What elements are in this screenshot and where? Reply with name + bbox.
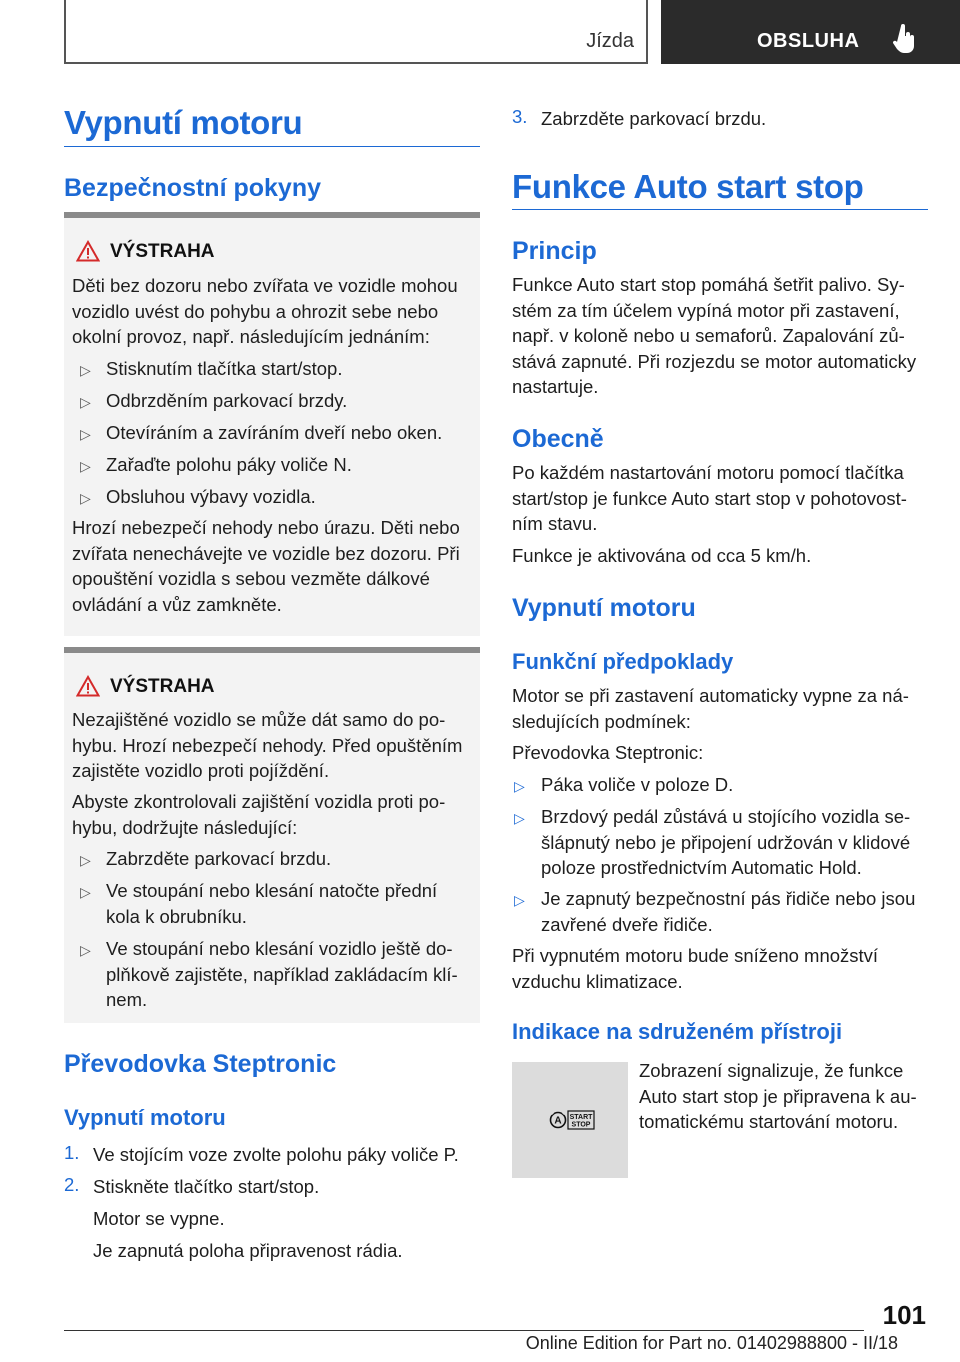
obecne-text [512, 460, 932, 537]
text-line: Po každém nastartování motoru pomocí tlačítka [512, 462, 904, 483]
text-line: Ve stoupání nebo klesání natočte přední [106, 880, 438, 901]
warning-1-title: VÝSTRAHA [110, 241, 215, 262]
bullet-icon: ▷ [80, 458, 91, 474]
text-line: vozidlo uvést do pohybu a ohrozit sebe nebo [72, 300, 439, 322]
text-line: Motor se při zastavení automaticky vypne za ná- [512, 685, 909, 706]
warning-triangle-icon [76, 675, 100, 697]
indicator-label-start: START [569, 1114, 593, 1121]
klima-text [512, 943, 932, 994]
list-item: Zabrzděte parkovací brzdu. [106, 848, 332, 869]
text-line: Brzdový pedál zůstává u stojícího vozidla se- [541, 806, 911, 827]
text-line: nem. [106, 989, 148, 1010]
step-number: 1. [64, 1142, 80, 1163]
bullet-icon: ▷ [80, 490, 91, 506]
text-line: tomatickému startování motoru. [639, 1111, 899, 1132]
text-line: Auto start stop je připravena k au- [639, 1085, 917, 1107]
header-section-title: Jízda [586, 30, 634, 52]
text-line: zajistěte vozidlo proti pojíždění. [72, 760, 330, 781]
text-line: stává zapnuté. Při rozjezdu se motor automaticky [512, 350, 917, 372]
text-line: poloze prostřednictvím Automatic Hold. [541, 857, 862, 878]
text-line: např. v koloně nebo u semaforů. Zapalování zů- [512, 325, 905, 346]
text-line: ním stavu. [512, 513, 598, 534]
list-item: Páka voliče v poloze D. [541, 774, 734, 795]
indicator-symbol: A [554, 1115, 562, 1127]
text-line: hybu, dodržujte následující: [72, 816, 298, 838]
list-item [106, 936, 458, 1013]
text-line: kola k obrubníku. [106, 905, 247, 927]
auto-start-stop-icon [548, 1108, 596, 1132]
prevodovka-label: Převodovka Steptronic: [512, 742, 704, 763]
warning-2-intro [72, 707, 477, 784]
indikace-heading: Indikace na sdruženém přístroji [512, 1019, 843, 1044]
list-item: Odbrzděním parkovací brzdy. [106, 390, 348, 411]
warning-1-outro [72, 515, 477, 617]
list-item: Zařaďte polohu páky voliče N. [106, 454, 352, 475]
hand-pointer-icon [893, 24, 917, 54]
step-number: 3. [512, 106, 528, 127]
text-line: start/stop je funkce Auto start stop v pohotovost- [512, 487, 907, 509]
safety-heading: Bezpečnostní pokyny [64, 174, 321, 202]
text-line: sledujících podmínek: [512, 710, 691, 732]
warning-triangle-icon [76, 240, 100, 262]
bullet-icon: ▷ [514, 892, 525, 908]
text-line: nastartuje. [512, 376, 599, 397]
princip-text [512, 272, 932, 400]
step-note: Je zapnutá poloha připravenost rádia. [93, 1240, 403, 1261]
text-line: zvířata nenechávejte ve vozidle bez dozoru. Při [72, 542, 460, 564]
bullet-icon: ▷ [80, 884, 91, 900]
predpoklady-heading: Funkční předpoklady [512, 649, 734, 674]
text-line: Nezajištěné vozidlo se může dát samo do po- [72, 709, 446, 730]
title-divider [64, 146, 480, 147]
text-line: zavřené dveře řidiče. [541, 913, 713, 935]
list-item [541, 886, 931, 937]
page-title: Vypnutí motoru [64, 104, 303, 141]
auto-start-stop-title: Funkce Auto start stop [512, 168, 864, 205]
step-text: Stiskněte tlačítko start/stop. [93, 1176, 320, 1197]
text-line: Funkce Auto start stop pomáhá šetřit palivo. Sy- [512, 274, 905, 295]
princip-heading: Princip [512, 237, 597, 265]
steptronic-heading: Převodovka Steptronic [64, 1050, 337, 1078]
text-line: Zobrazení signalizuje, že funkce [639, 1060, 904, 1081]
header-chapter-title: OBSLUHA [757, 30, 860, 52]
steptronic-subheading: Vypnutí motoru [64, 1105, 226, 1130]
warning-2-intro-2 [72, 789, 477, 840]
step-text: Zabrzděte parkovací brzdu. [541, 108, 767, 129]
bullet-icon: ▷ [80, 426, 91, 442]
bullet-icon: ▷ [80, 362, 91, 378]
title-divider [512, 209, 928, 210]
text-line: ovládání a vůz zamkněte. [72, 593, 282, 615]
header-section-box [64, 0, 648, 64]
step-number: 2. [64, 1174, 80, 1195]
page-number: 101 [882, 1300, 926, 1330]
text-line: hybu. Hrozí nebezpečí nehody. Před opuštěním [72, 734, 463, 756]
footer-edition: Online Edition for Part no. 01402988800 - II/18 [525, 1333, 898, 1353]
bullet-icon: ▷ [80, 394, 91, 410]
text-line: Při vypnutém motoru bude sníženo množství [512, 945, 879, 966]
text-line: Hrozí nebezpečí nehody nebo úrazu. Děti nebo [72, 517, 460, 538]
text-line: plňkově zajistěte, například zakládacím klí- [106, 963, 458, 985]
list-item: Stisknutím tlačítka start/stop. [106, 358, 343, 379]
text-line: stém za tím účelem vypíná motor při zastavení, [512, 299, 900, 321]
bullet-icon: ▷ [514, 810, 525, 826]
header-chapter-box [661, 0, 960, 64]
list-item [106, 878, 437, 929]
obecne-text-2: Funkce je aktivována od cca 5 km/h. [512, 545, 812, 566]
step-text: Ve stojícím voze zvolte polohu páky voliče P. [93, 1144, 459, 1165]
text-line: Abyste zkontrolovali zajištění vozidla proti po- [72, 791, 446, 812]
text-line: šlápnutý nebo je připojení udržován v klidové [541, 831, 911, 853]
step-note: Motor se vypne. [93, 1208, 225, 1229]
auto-start-stop-indicator-image [512, 1062, 628, 1178]
indicator-label-stop: STOP [571, 1121, 591, 1129]
text-line: Děti bez dozoru nebo zvířata ve vozidle mohou [72, 275, 458, 296]
vypnuti-heading: Vypnutí motoru [512, 594, 696, 622]
list-item: Obsluhou výbavy vozidla. [106, 486, 316, 507]
predpoklady-text [512, 683, 932, 734]
warning-1-intro [72, 273, 477, 350]
bullet-icon: ▷ [80, 942, 91, 958]
bullet-icon: ▷ [80, 852, 91, 868]
list-item [541, 804, 931, 881]
warning-2-title: VÝSTRAHA [110, 676, 215, 697]
indikace-text [639, 1058, 934, 1135]
list-item: Otevíráním a zavíráním dveří nebo oken. [106, 422, 443, 443]
text-line: Je zapnutý bezpečnostní pás řidiče nebo jsou [541, 888, 916, 909]
text-line: okolní provoz, např. následujícím jednáním: [72, 326, 430, 347]
obecne-heading: Obecně [512, 425, 604, 453]
text-line: vzduchu klimatizace. [512, 970, 683, 992]
bullet-icon: ▷ [514, 778, 525, 794]
footer-divider [64, 1330, 864, 1331]
text-line: Ve stoupání nebo klesání vozidlo ještě do- [106, 938, 453, 959]
text-line: opouštění vozidla s sebou vezměte dálkové [72, 568, 430, 589]
